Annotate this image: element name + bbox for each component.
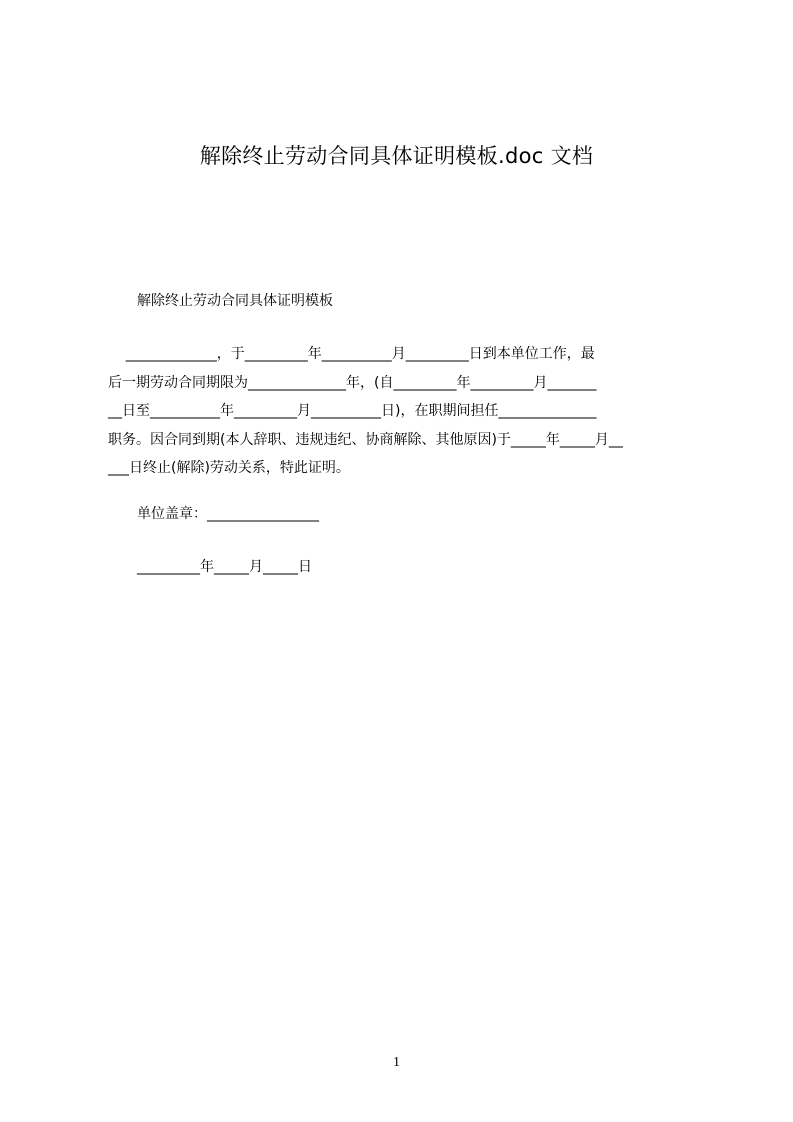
body-line-5: ___日终止(解除)劳动关系，特此证明。 [108, 460, 350, 477]
body-line-3: __日至__________年_________月__________日)，在职期间担任______________ [108, 403, 597, 420]
document-title: 解除终止劳动合同具体证明模板.doc 文档 [199, 144, 594, 168]
company-seal-line: 单位盖章：________________ [137, 506, 319, 522]
certificate-heading: 解除终止劳动合同具体证明模板 [137, 293, 333, 309]
certificate-body [108, 340, 698, 483]
date-line: _________年_____月_____日 [137, 559, 312, 575]
body-line-1: _____________，于_________年__________月_________日到本单位工作，最 [108, 346, 595, 362]
page-number: 1 [393, 1055, 400, 1070]
body-line-4: 职务。因合同到期(本人辞职、违规违纪、协商解除、其他原因)于_____年_____月__ [108, 431, 623, 448]
body-line-2: 后一期劳动合同期限为______________年，(自_________年_________月_______ [108, 374, 597, 391]
